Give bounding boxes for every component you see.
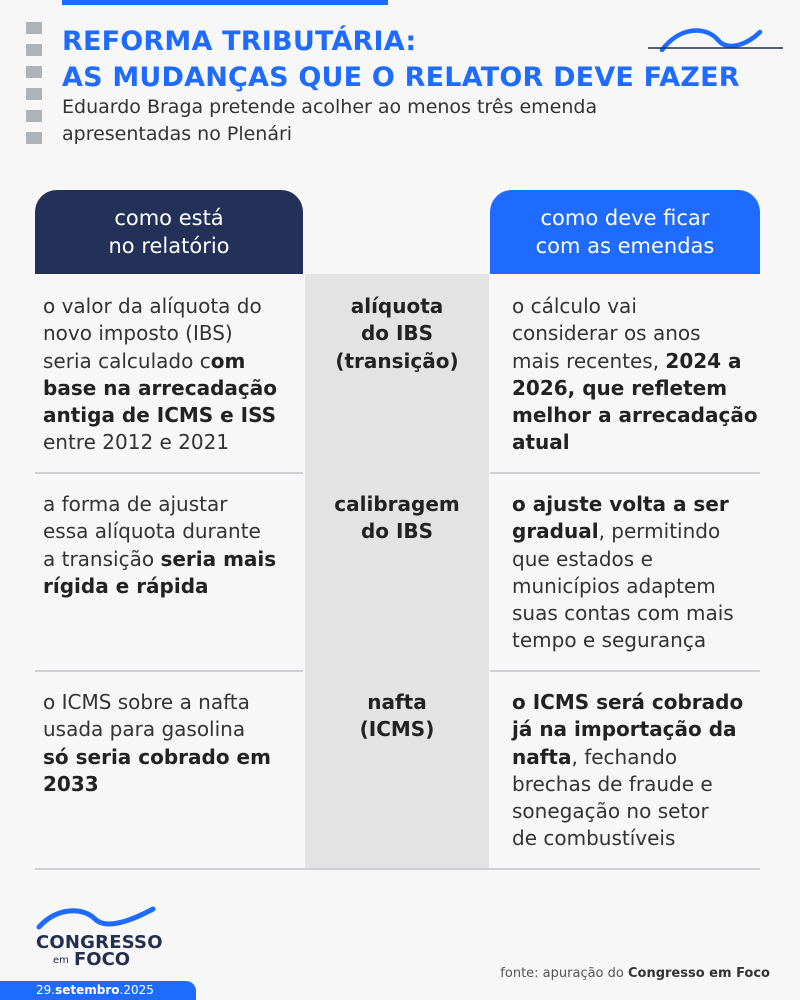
text-line: considerar os anos bbox=[512, 321, 701, 346]
text-line: essa alíquota durante bbox=[43, 519, 261, 544]
text-line: 2033 bbox=[43, 771, 99, 796]
column-header-proposed-line2: com as emendas bbox=[535, 234, 715, 258]
date-year: .2025 bbox=[119, 983, 154, 997]
text-line: já na importação da bbox=[512, 717, 737, 742]
decorative-squares bbox=[26, 22, 42, 154]
topic-line: (transição) bbox=[335, 348, 459, 373]
text-line: rígida e rápida bbox=[43, 573, 209, 598]
row-1-topic bbox=[305, 293, 489, 375]
topic-line: alíquota bbox=[350, 294, 444, 318]
title-line-1: REFORMA TRIBUTÁRIA: bbox=[62, 26, 417, 57]
source-prefix: fonte: apuração do bbox=[500, 966, 628, 981]
text-line: atual bbox=[512, 430, 570, 455]
logo-wordmark-small: em bbox=[53, 955, 69, 966]
row-3-topic bbox=[305, 689, 489, 744]
topic-line: do IBS bbox=[360, 519, 434, 544]
row-divider bbox=[490, 670, 760, 672]
row-3-current bbox=[43, 689, 305, 798]
column-header-current-line1: como está bbox=[114, 206, 224, 230]
topic-line: nafta bbox=[367, 690, 427, 714]
row-1-proposed bbox=[512, 293, 770, 457]
text-line: gradual, permitindo bbox=[512, 519, 721, 544]
topic-line: do IBS bbox=[360, 321, 434, 346]
text-line: de combustíveis bbox=[512, 826, 676, 851]
row-1-current bbox=[43, 293, 305, 457]
date-day: 29. bbox=[36, 983, 56, 997]
row-divider bbox=[35, 472, 303, 474]
page-subtitle: Eduardo Braga pretende acolher ao menos três emenda apresentadas no Plenári bbox=[62, 96, 598, 145]
logo-wordmark: CONGRESSO bbox=[36, 932, 163, 953]
topic-line: (ICMS) bbox=[359, 717, 435, 742]
text-line: o cálculo vai bbox=[512, 294, 637, 318]
source-credit bbox=[500, 966, 770, 981]
text-line: antiga de ICMS e ISS bbox=[43, 403, 277, 428]
text-line: o ICMS será cobrado bbox=[512, 690, 744, 714]
text-line: a forma de ajustar bbox=[43, 492, 228, 516]
row-divider bbox=[35, 868, 760, 870]
text-line: nafta, fechando bbox=[512, 744, 678, 769]
text-line: o ICMS sobre a nafta bbox=[43, 690, 250, 714]
text-line: a transição seria mais bbox=[43, 546, 277, 571]
column-header-proposed bbox=[490, 190, 760, 274]
text-line: melhor a arrecadação bbox=[512, 403, 758, 428]
text-line: entre 2012 e 2021 bbox=[43, 430, 230, 455]
source-name: Congresso em Foco bbox=[627, 966, 770, 981]
text-line: municípios adaptem bbox=[512, 573, 716, 598]
text-line: tempo e segurança bbox=[512, 628, 707, 653]
text-line: 2026, que refletem bbox=[512, 375, 728, 400]
text-line: novo imposto (IBS) bbox=[43, 321, 233, 346]
text-line: o valor da alíquota do bbox=[43, 294, 262, 318]
top-accent-bar bbox=[62, 0, 388, 5]
logo-wave-icon bbox=[35, 903, 160, 931]
text-line: suas contas com mais bbox=[512, 601, 734, 626]
text-line: só seria cobrado em bbox=[43, 744, 271, 769]
text-line: base na arrecadação bbox=[43, 375, 277, 400]
row-2-current bbox=[43, 491, 305, 600]
text-line: brechas de fraude e bbox=[512, 771, 713, 796]
column-header-current bbox=[35, 190, 303, 274]
column-header-proposed-line1: como deve ficar bbox=[540, 206, 710, 230]
logo-wordmark: FOCO bbox=[74, 949, 131, 970]
text-line: mais recentes, 2024 a bbox=[512, 348, 742, 373]
row-3-proposed bbox=[512, 689, 770, 853]
text-line: usada para gasolina bbox=[43, 717, 246, 742]
row-2-topic bbox=[305, 491, 489, 546]
text-line: o ajuste volta a ser bbox=[512, 492, 729, 516]
logo-wave-icon bbox=[648, 22, 783, 52]
row-divider bbox=[490, 472, 760, 474]
topic-line: calibragem bbox=[334, 492, 460, 516]
text-line: seria calculado com bbox=[43, 348, 246, 373]
page-title bbox=[62, 24, 740, 96]
row-2-proposed bbox=[512, 491, 770, 655]
text-line: que estados e bbox=[512, 546, 653, 571]
text-line: sonegação no setor bbox=[512, 799, 709, 824]
title-line-2: AS MUDANÇAS QUE O RELATOR DEVE FAZER bbox=[62, 62, 740, 93]
row-divider bbox=[35, 670, 303, 672]
date-badge bbox=[0, 981, 196, 1000]
date-month: setembro bbox=[55, 983, 120, 997]
column-header-current-line2: no relatório bbox=[108, 234, 230, 258]
